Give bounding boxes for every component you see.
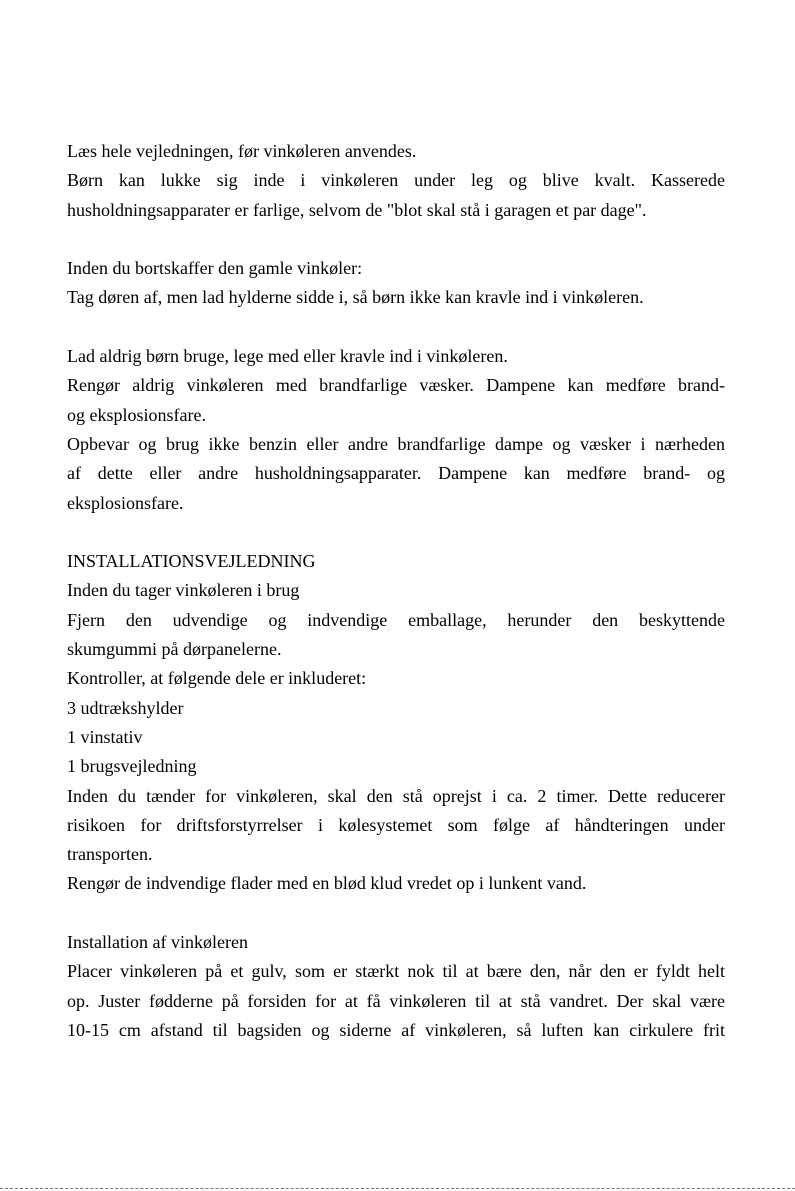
paragraph-gap <box>67 899 725 928</box>
text-line: eksplosionsfare. <box>67 492 184 513</box>
text-line: Tag døren af, men lad hylderne sidde i, så børn ikke kan kravle ind i vinkøleren. <box>67 287 644 308</box>
text-line: Fjern den udvendige og indvendige emballage, herunder den beskyttende <box>67 609 725 630</box>
paragraph-gap <box>67 313 725 342</box>
text-line: Børn kan lukke sig inde i vinkøleren under leg og blive kvalt. Kasserede <box>67 170 725 191</box>
page-bottom-rule <box>0 1188 795 1189</box>
list-item: 1 vinstativ <box>67 726 143 747</box>
subheading: Inden du tager vinkøleren i brug <box>67 580 300 601</box>
text-line: Inden du bortskaffer den gamle vinkøler: <box>67 258 363 279</box>
text-line: skumgummi på dørpanelerne. <box>67 639 282 660</box>
list-item: 3 udtrækshylder <box>67 697 184 718</box>
text-line: og eksplosionsfare. <box>67 404 206 425</box>
list-item: 1 brugsvejledning <box>67 756 197 777</box>
text-line: husholdningsapparater er farlige, selvom de "blot skal stå i garagen et par dage". <box>67 199 647 220</box>
text-line: Rengør de indvendige flader med en blød klud vredet op i lunkent vand. <box>67 873 587 894</box>
text-line: Inden du tænder for vinkøleren, skal den stå oprejst i ca. 2 timer. Dette reducerer <box>67 785 725 806</box>
subheading: Installation af vinkøleren <box>67 932 248 953</box>
text-line: op. Juster fødderne på forsiden for at få vinkøleren til at stå vandret. Der skal være <box>67 990 725 1011</box>
paragraph-gap <box>67 225 725 254</box>
text-line: 10-15 cm afstand til bagsiden og siderne af vinkøleren, så luften kan cirkulere frit <box>67 1019 725 1040</box>
document-body <box>67 137 725 1045</box>
text-line: Opbevar og brug ikke benzin eller andre brandfarlige dampe og væsker i nærheden <box>67 433 725 454</box>
text-line: Placer vinkøleren på et gulv, som er stærkt nok til at bære den, når den er fyldt helt <box>67 961 725 982</box>
text-line: Læs hele vejledningen, før vinkøleren anvendes. <box>67 141 417 161</box>
text-line: af dette eller andre husholdningsapparater. Dampene kan medføre brand- og <box>67 463 725 484</box>
paragraph-gap <box>67 518 725 547</box>
section-heading: INSTALLATIONSVEJLEDNING <box>67 551 316 572</box>
text-line: transporten. <box>67 844 153 865</box>
text-line: Rengør aldrig vinkøleren med brandfarlige væsker. Dampene kan medføre brand- <box>67 375 725 396</box>
text-line: risikoen for driftsforstyrrelser i kølesystemet som følge af håndteringen under <box>67 814 725 835</box>
text-line: Lad aldrig børn bruge, lege med eller kravle ind i vinkøleren. <box>67 346 508 367</box>
text-line: Kontroller, at følgende dele er inkluderet: <box>67 668 367 689</box>
